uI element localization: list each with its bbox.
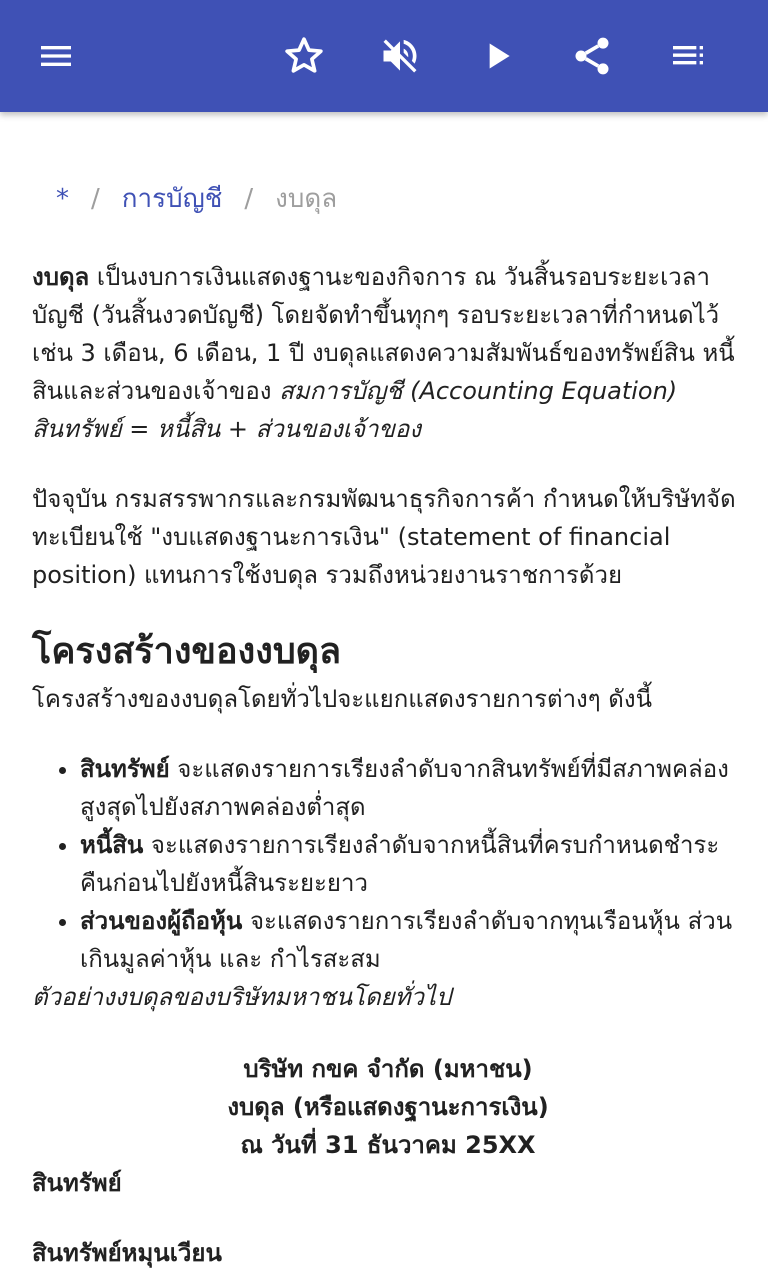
toc-button[interactable] <box>660 28 716 84</box>
current-assets-heading: สินทรัพย์หมุนเวียน <box>32 1239 222 1267</box>
list-item <box>80 750 744 826</box>
breadcrumb-parent[interactable]: การบัญชี <box>121 184 223 214</box>
share-icon <box>570 34 614 78</box>
intro-text: เป็นงบการเงินแสดงฐานะของกิจการ ณ วันสิ้นรอบระยะเวลาบัญชี (วันสิ้นงวดบัญชี) โดยจัดทำขึ้นทุกๆ รอบระยะเวลาที่กำหนดไว้ เช่น 3 เดือน, 6 เดือน, 1 ปี งบดุลแสดงความสัมพันธ์ของทรัพย์สิน หนี้สินและส่วนของเจ้าของ <box>32 263 735 405</box>
play-icon <box>478 36 518 76</box>
example-date: ณ วันที่ 31 ธันวาคม 25XX <box>240 1131 536 1159</box>
breadcrumb-separator: / <box>244 184 254 214</box>
breadcrumb-root[interactable]: * <box>56 184 69 214</box>
play-button[interactable] <box>470 28 526 84</box>
menu-button[interactable] <box>28 28 84 84</box>
list-item-text: จะแสดงรายการเรียงลำดับจากทุนเรือนหุ้น ส่วนเกินมูลค่าหุ้น และ กำไรสะสม <box>80 907 733 973</box>
list-item-text: จะแสดงรายการเรียงลำดับจากหนี้สินที่ครบกำหนดชำระคืนก่อนไปยังหนี้สินระยะยาว <box>80 831 720 897</box>
list-item-term: สินทรัพย์ <box>80 755 170 783</box>
breadcrumb-separator: / <box>91 184 100 214</box>
intro-term: งบดุล <box>32 263 90 291</box>
menu-icon <box>36 36 76 76</box>
article-content[interactable] <box>0 112 768 1280</box>
breadcrumb <box>56 182 337 216</box>
assets-heading: สินทรัพย์ <box>32 1169 122 1197</box>
section-title: โครงสร้างของงบดุล <box>32 631 342 672</box>
mute-button[interactable] <box>372 28 428 84</box>
star-outline-icon <box>282 34 326 78</box>
article-body <box>32 258 744 1272</box>
list-item <box>80 902 744 978</box>
intro-paragraph <box>32 258 744 448</box>
playlist-icon <box>668 36 708 76</box>
accounting-equation: สมการบัญชี (Accounting Equation) สินทรัพย์ = หนี้สิน + ส่วนของเจ้าของ <box>32 377 678 443</box>
list-item-term: หนี้สิน <box>80 831 144 859</box>
section-intro: โครงสร้างของงบดุลโดยทั่วไปจะแยกแสดงรายการต่างๆ ดังนี้ <box>32 685 652 713</box>
example-company: บริษัท กขค จำกัด (มหาชน) <box>243 1055 533 1083</box>
current-usage-paragraph: ปัจจุบัน กรมสรรพากรและกรมพัฒนาธุรกิจการค้า กำหนดให้บริษัทจัดทะเบียนใช้ "งบแสดงฐานะการเงิน" (statement of financial position) แทนการใช้งบดุล รวมถึงหน่วยงานราชการด้วย <box>32 485 736 589</box>
list-item <box>80 826 744 902</box>
structure-list <box>32 750 744 978</box>
favorite-button[interactable] <box>276 28 332 84</box>
list-item-term: ส่วนของผู้ถือหุ้น <box>80 907 243 935</box>
example-header <box>32 1050 744 1164</box>
example-statement: งบดุล (หรือแสดงฐานะการเงิน) <box>227 1093 549 1121</box>
example-caption: ตัวอย่างงบดุลของบริษัทมหาชนโดยทั่วไป <box>32 983 452 1011</box>
app-bar <box>0 0 768 112</box>
share-button[interactable] <box>564 28 620 84</box>
volume-off-icon <box>378 34 422 78</box>
breadcrumb-current: งบดุล <box>275 184 338 214</box>
list-item-text: จะแสดงรายการเรียงลำดับจากสินทรัพย์ที่มีสภาพคล่องสูงสุดไปยังสภาพคล่องต่ำสุด <box>80 755 729 821</box>
